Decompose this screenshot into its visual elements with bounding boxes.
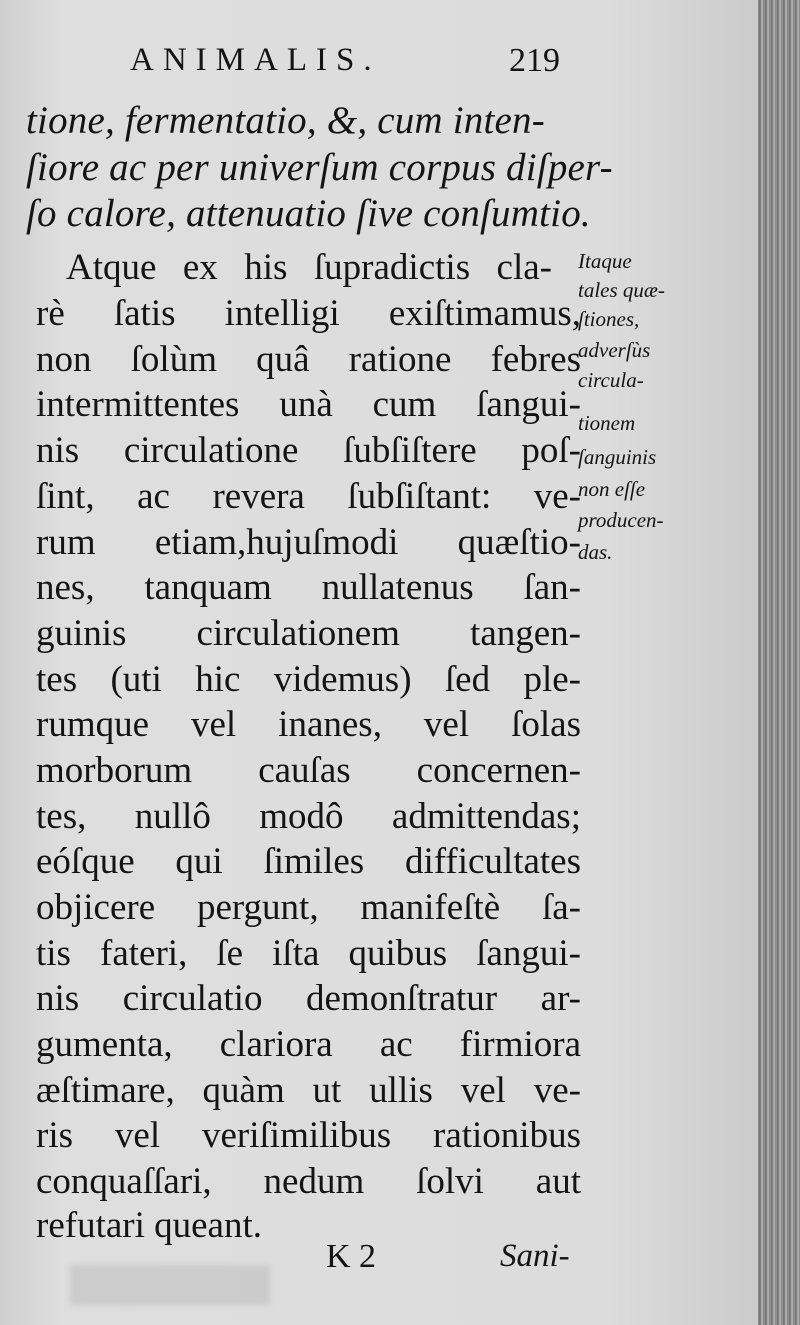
body-line: intermittentes unà cum ſangui- [36,384,581,425]
running-head [130,42,560,86]
margin-note-line: Itaque [578,249,632,273]
margin-note-line: producen- [578,508,664,532]
margin-note-line: tionem [578,411,636,435]
margin-note-line: tales quæ- [578,278,665,302]
body-line: ris vel veriſimilibus rationibus [36,1115,581,1156]
margin-note-line: das. [578,540,613,564]
signature-mark: K 2 [326,1238,377,1275]
body-line: Atque ex his ſupradictis cla- [66,247,552,288]
body-line: nes, tanquam nullatenus ſan- [36,567,581,608]
body-line: tes (uti hic videmus) ſed ple- [36,659,581,700]
body-line: æſtimare, quàm ut ullis vel ve- [36,1070,581,1111]
body-line: ſint, ac revera ſubſiſtant: ve- [36,476,581,517]
body-line: tis fateri, ſe iſta quibus ſangui- [36,933,581,974]
body-line: nis circulatio demonſtratur ar- [36,978,581,1019]
page-number: 219 [509,42,560,79]
margin-note-line: ſanguinis [578,445,657,469]
margin-note-line: ſtiones, [578,307,640,331]
italic-line: ſo calore, attenuatio ſive conſumtio. [26,192,591,235]
body-line: morborum cauſas concernen- [36,750,581,791]
catchword: Sani- [500,1238,570,1274]
body-line: rumque vel inanes, vel ſolas [36,704,581,745]
body-line: refutari queant. [36,1205,262,1246]
body-line: tes, nullô modô admittendas; [36,796,581,837]
margin-note-line: circula- [578,368,644,392]
running-title: ANIMALIS. [130,42,381,78]
body-line: nis circulatione ſubſiſtere poſ- [36,430,581,471]
book-fore-edge [758,0,800,1325]
margin-note-line: adverſùs [578,338,651,362]
italic-line: tione, fermentatio, &, cum inten- [26,99,545,142]
body-line: rè ſatis intelligi exiſtimamus, [36,293,581,334]
body-line: eóſque qui ſimiles difficultates [36,841,581,882]
margin-note-line: non eſſe [578,477,646,501]
body-line: non ſolùm quâ ratione febres [36,339,581,380]
body-line: gumenta, clariora ac firmiora [36,1024,581,1065]
body-line: guinis circulationem tangen- [36,613,581,654]
body-line: rum etiam,hujuſmodi quæſtio- [36,522,581,563]
italic-line: ſiore ac per univerſum corpus diſper- [26,146,613,189]
body-line: conquaſſari, nedum ſolvi aut [36,1161,581,1202]
show-through-blur [70,1265,270,1305]
body-line: objicere pergunt, manifeſtè ſa- [36,887,581,928]
